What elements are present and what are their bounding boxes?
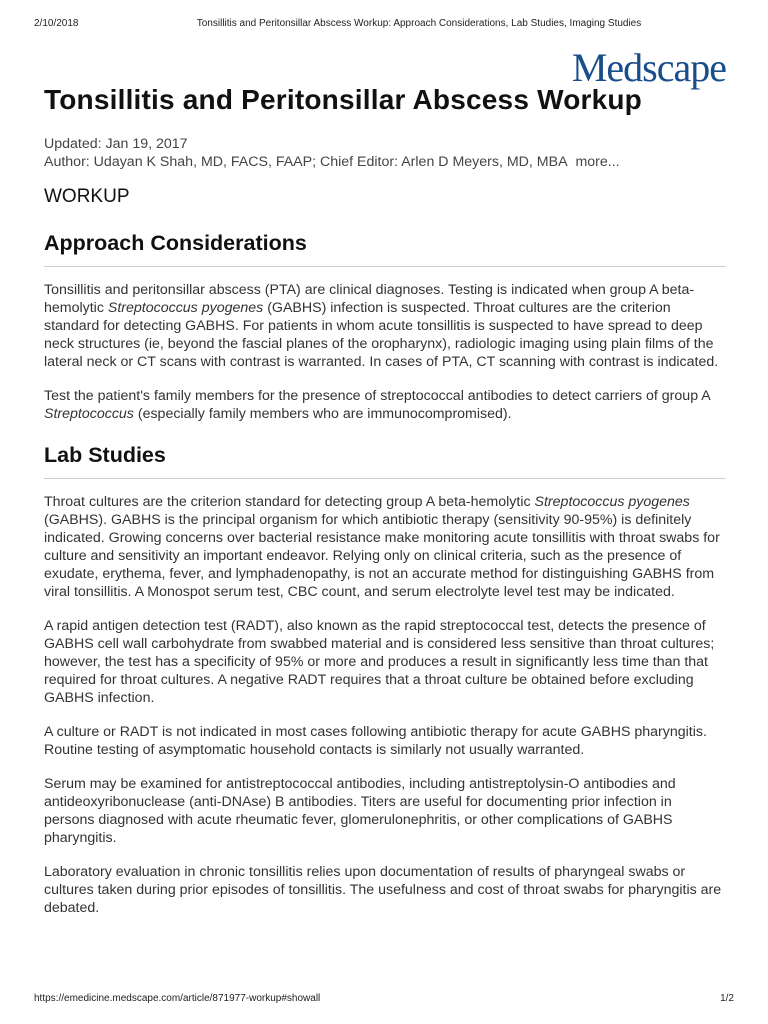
print-header <box>34 7 734 29</box>
logo-part-scape: scape <box>642 45 726 90</box>
heading-approach-considerations: Approach Considerations <box>44 231 726 267</box>
approach-paragraph-2: Test the patient's family members for the presence of streptococcal antibodies to detect carriers of group A Streptococcus (especially family members who are immunocompromised). <box>44 388 710 422</box>
author-line <box>44 153 726 171</box>
logo-part-med: Med <box>571 45 643 90</box>
print-doc-title: Tonsillitis and Peritonsillar Abscess Workup: Approach Considerations, Lab Studies, Imaging Studies <box>196 18 642 29</box>
lab-paragraph-3: A culture or RADT is not indicated in most cases following antibiotic therapy for acute GABHS pharyngitis. Routine testing of asymptomatic household contacts is similarly not usually warranted. <box>44 724 707 758</box>
author-text: Author: Udayan K Shah, MD, FACS, FAAP; Chief Editor: Arlen D Meyers, MD, MBA <box>44 154 568 170</box>
page-title: Tonsillitis and Peritonsillar Abscess Workup <box>44 84 642 115</box>
article-content <box>44 84 726 917</box>
page-number: 1/2 <box>720 993 734 1004</box>
article-meta <box>44 135 726 171</box>
print-date: 2/10/2018 <box>34 18 79 29</box>
section-label-workup: WORKUP <box>44 186 130 207</box>
lab-paragraph-4: Serum may be examined for antistreptococcal antibodies, including antistreptolysin-O antibodies and antideoxyribonuclease (anti-DNAse) B antibodies. Titers are useful for documenting prior infection in persons diagnosed with acute rheumatic fever, glomerulonephritis, or other complications of GABHS pharyngitis. <box>44 776 676 846</box>
lab-paragraph-2: A rapid antigen detection test (RADT), also known as the rapid streptococcal test, detects the presence of GABHS cell wall carbohydrate from swabbed material and is considered less sensitive than throat cultures; however, the test has a specificity of 95% or more and produces a result in significantly less time than that required for throat cultures. A negative RADT requires that a throat culture be obtained before excluding GABHS infection. <box>44 618 715 706</box>
lab-paragraph-1: Throat cultures are the criterion standard for detecting group A beta-hemolytic Streptococcus pyogenes (GABHS). GABHS is the principal organism for which antibiotic therapy (sensitivity 90-95%) is definitely indicated. Growing concerns over bacterial resistance make monitoring acute tonsillitis with throat swabs for culture and sensitivity an important endeavor. Relying only on clinical criteria, such as the presence of exudate, erythema, fever, and lymphadenopathy, is not an accurate method for distinguishing GABHS from viral tonsillitis. A Monospot serum test, CBC count, and serum electrolyte level test may be indicated. <box>44 494 720 600</box>
print-footer <box>34 993 734 1004</box>
more-authors-link[interactable]: more... <box>575 154 620 170</box>
approach-paragraph-1: Tonsillitis and peritonsillar abscess (PTA) are clinical diagnoses. Testing is indicated when group A beta-hemolytic Streptococcus pyogenes (GABHS) infection is suspected. Throat cultures are the criterion standard for detecting GABHS. For patients in whom acute tonsillitis is suspected to have spread to deep neck structures (ie, beyond the fascial planes of the oropharynx), radiologic imaging using plain films of the lateral neck or CT scans with contrast is warranted. In cases of PTA, CT scanning with contrast is indicated. <box>44 282 719 370</box>
footer-url[interactable]: https://emedicine.medscape.com/article/871977-workup#showall <box>34 993 321 1004</box>
updated-date: Updated: Jan 19, 2017 <box>44 136 188 152</box>
heading-lab-studies: Lab Studies <box>44 443 726 479</box>
lab-paragraph-5: Laboratory evaluation in chronic tonsillitis relies upon documentation of results of pharyngeal swabs or cultures taken during prior episodes of tonsillitis. The usefulness and cost of throat swabs for pharyngitis are debated. <box>44 864 722 916</box>
